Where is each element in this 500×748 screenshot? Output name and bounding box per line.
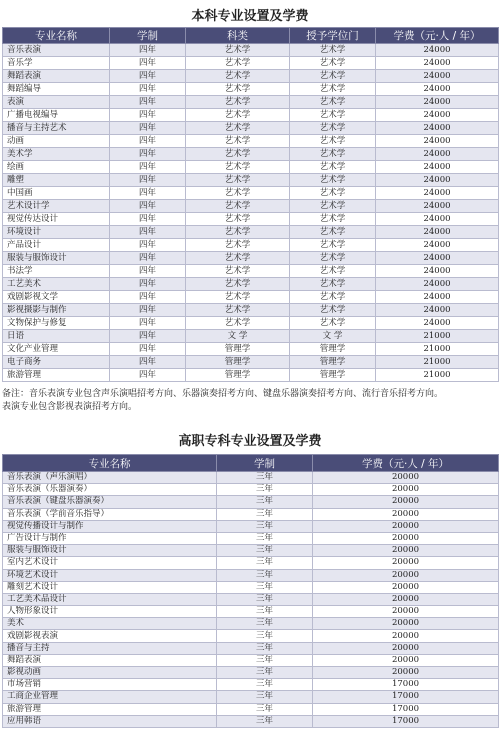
major-cell: 室内艺术设计 xyxy=(3,557,217,569)
tuition-cell: 20000 xyxy=(313,606,499,618)
duration-cell: 四年 xyxy=(110,317,186,330)
table-row xyxy=(3,606,499,618)
major-cell: 影视摄影与制作 xyxy=(3,304,110,317)
table-row xyxy=(3,484,499,496)
tuition-cell: 24000 xyxy=(376,278,499,291)
table-row xyxy=(3,557,499,569)
undergrad-note xyxy=(2,388,498,414)
degree-cell: 艺术学 xyxy=(290,83,376,96)
duration-cell: 四年 xyxy=(110,226,186,239)
table-row xyxy=(3,161,499,174)
table-row xyxy=(3,691,499,703)
note-line-1: 备注：音乐表演专业包含声乐演唱招考方向、乐器演奏招考方向、键盘乐器演奏招考方向、流行音乐招考方向。 xyxy=(2,389,444,399)
major-cell: 音乐表演 xyxy=(3,44,110,57)
col-header-tuition: 学费（元·人 / 年） xyxy=(313,455,499,472)
major-cell: 电子商务 xyxy=(3,356,110,369)
duration-cell: 三年 xyxy=(217,545,313,557)
category-cell: 艺术学 xyxy=(186,252,290,265)
duration-cell: 三年 xyxy=(217,593,313,605)
duration-cell: 三年 xyxy=(217,679,313,691)
table-row xyxy=(3,654,499,666)
duration-cell: 四年 xyxy=(110,122,186,135)
duration-cell: 四年 xyxy=(110,135,186,148)
major-cell: 日语 xyxy=(3,330,110,343)
degree-cell: 艺术学 xyxy=(290,291,376,304)
table-row xyxy=(3,618,499,630)
table-row xyxy=(3,213,499,226)
degree-cell: 艺术学 xyxy=(290,200,376,213)
major-cell: 美术学 xyxy=(3,148,110,161)
major-cell: 环境设计 xyxy=(3,226,110,239)
major-cell: 应用韩语 xyxy=(3,715,217,727)
tuition-cell: 24000 xyxy=(376,187,499,200)
tuition-cell: 24000 xyxy=(376,265,499,278)
category-cell: 艺术学 xyxy=(186,70,290,83)
category-cell: 管理学 xyxy=(186,356,290,369)
tuition-cell: 24000 xyxy=(376,148,499,161)
table-row xyxy=(3,642,499,654)
tuition-cell: 24000 xyxy=(376,317,499,330)
table-row xyxy=(3,291,499,304)
duration-cell: 四年 xyxy=(110,44,186,57)
duration-cell: 四年 xyxy=(110,304,186,317)
duration-cell: 四年 xyxy=(110,70,186,83)
major-cell: 美术 xyxy=(3,618,217,630)
category-cell: 艺术学 xyxy=(186,304,290,317)
tuition-cell: 24000 xyxy=(376,304,499,317)
major-cell: 音乐表演（键盘乐器演奏） xyxy=(3,496,217,508)
vocational-header-row xyxy=(3,455,499,472)
major-cell: 服装与服饰设计 xyxy=(3,252,110,265)
degree-cell: 管理学 xyxy=(290,356,376,369)
duration-cell: 三年 xyxy=(217,654,313,666)
degree-cell: 艺术学 xyxy=(290,96,376,109)
table-row xyxy=(3,472,499,484)
major-cell: 动画 xyxy=(3,135,110,148)
category-cell: 艺术学 xyxy=(186,187,290,200)
major-cell: 文物保护与修复 xyxy=(3,317,110,330)
degree-cell: 管理学 xyxy=(290,343,376,356)
tuition-cell: 17000 xyxy=(313,691,499,703)
note-line-2: 表演专业包含影视表演招考方向。 xyxy=(2,402,138,412)
table-row xyxy=(3,44,499,57)
major-cell: 艺术设计学 xyxy=(3,200,110,213)
duration-cell: 三年 xyxy=(217,496,313,508)
category-cell: 管理学 xyxy=(186,369,290,382)
degree-cell: 管理学 xyxy=(290,369,376,382)
tuition-cell: 20000 xyxy=(313,532,499,544)
table-row xyxy=(3,520,499,532)
major-cell: 广播电视编导 xyxy=(3,109,110,122)
undergrad-header-row xyxy=(3,28,499,44)
table-row xyxy=(3,148,499,161)
duration-cell: 四年 xyxy=(110,278,186,291)
table-row xyxy=(3,679,499,691)
major-cell: 广告设计与制作 xyxy=(3,532,217,544)
major-cell: 视觉传播设计与制作 xyxy=(3,520,217,532)
tuition-cell: 20000 xyxy=(313,618,499,630)
duration-cell: 四年 xyxy=(110,83,186,96)
category-cell: 艺术学 xyxy=(186,57,290,70)
table-row xyxy=(3,569,499,581)
category-cell: 艺术学 xyxy=(186,317,290,330)
major-cell: 产品设计 xyxy=(3,239,110,252)
degree-cell: 艺术学 xyxy=(290,187,376,200)
table-row xyxy=(3,135,499,148)
duration-cell: 三年 xyxy=(217,472,313,484)
col-header-tuition: 学费（元·人 / 年） xyxy=(376,28,499,44)
table-row xyxy=(3,508,499,520)
tuition-cell: 20000 xyxy=(313,545,499,557)
major-cell: 舞蹈表演 xyxy=(3,70,110,83)
tuition-cell: 24000 xyxy=(376,200,499,213)
category-cell: 艺术学 xyxy=(186,96,290,109)
duration-cell: 四年 xyxy=(110,187,186,200)
undergrad-title: 本科专业设置及学费 xyxy=(191,9,309,24)
duration-cell: 四年 xyxy=(110,356,186,369)
major-cell: 人物形象设计 xyxy=(3,606,217,618)
category-cell: 艺术学 xyxy=(186,226,290,239)
degree-cell: 艺术学 xyxy=(290,44,376,57)
duration-cell: 四年 xyxy=(110,161,186,174)
major-cell: 戏剧影视文学 xyxy=(3,291,110,304)
duration-cell: 四年 xyxy=(110,148,186,161)
duration-cell: 四年 xyxy=(110,330,186,343)
tuition-cell: 24000 xyxy=(376,109,499,122)
table-row xyxy=(3,667,499,679)
major-cell: 音乐学 xyxy=(3,57,110,70)
duration-cell: 四年 xyxy=(110,369,186,382)
table-row xyxy=(3,343,499,356)
category-cell: 艺术学 xyxy=(186,239,290,252)
tuition-cell: 20000 xyxy=(313,520,499,532)
duration-cell: 四年 xyxy=(110,252,186,265)
table-row xyxy=(3,369,499,382)
vocational-title: 高职专科专业设置及学费 xyxy=(178,434,322,449)
table-row xyxy=(3,703,499,715)
category-cell: 艺术学 xyxy=(186,278,290,291)
duration-cell: 三年 xyxy=(217,715,313,727)
major-cell: 工艺美术品设计 xyxy=(3,593,217,605)
major-cell: 绘画 xyxy=(3,161,110,174)
category-cell: 艺术学 xyxy=(186,122,290,135)
degree-cell: 艺术学 xyxy=(290,278,376,291)
major-cell: 音乐表演（学前音乐指导） xyxy=(3,508,217,520)
major-cell: 旅游管理 xyxy=(3,703,217,715)
col-header-degree: 授予学位门 xyxy=(290,28,376,44)
tuition-cell: 20000 xyxy=(313,484,499,496)
vocational-table xyxy=(2,454,499,728)
table-row xyxy=(3,330,499,343)
table-row xyxy=(3,200,499,213)
major-cell: 舞蹈表演 xyxy=(3,654,217,666)
tuition-cell: 24000 xyxy=(376,57,499,70)
degree-cell: 艺术学 xyxy=(290,122,376,135)
tuition-cell: 17000 xyxy=(313,679,499,691)
tuition-cell: 20000 xyxy=(313,581,499,593)
category-cell: 艺术学 xyxy=(186,265,290,278)
table-row xyxy=(3,278,499,291)
tuition-cell: 21000 xyxy=(376,356,499,369)
tuition-cell: 17000 xyxy=(313,703,499,715)
table-row xyxy=(3,496,499,508)
category-cell: 艺术学 xyxy=(186,135,290,148)
major-cell: 音乐表演（声乐演唱） xyxy=(3,472,217,484)
table-row xyxy=(3,239,499,252)
duration-cell: 三年 xyxy=(217,520,313,532)
major-cell: 音乐表演（乐器演奏） xyxy=(3,484,217,496)
duration-cell: 四年 xyxy=(110,213,186,226)
duration-cell: 三年 xyxy=(217,691,313,703)
major-cell: 雕刻艺术设计 xyxy=(3,581,217,593)
tuition-cell: 17000 xyxy=(313,715,499,727)
table-row xyxy=(3,630,499,642)
degree-cell: 艺术学 xyxy=(290,226,376,239)
major-cell: 文化产业管理 xyxy=(3,343,110,356)
tuition-cell: 24000 xyxy=(376,213,499,226)
tuition-cell: 20000 xyxy=(313,472,499,484)
major-cell: 市场营销 xyxy=(3,679,217,691)
table-row xyxy=(3,226,499,239)
tuition-cell: 24000 xyxy=(376,96,499,109)
tuition-cell: 20000 xyxy=(313,642,499,654)
table-row xyxy=(3,356,499,369)
duration-cell: 三年 xyxy=(217,532,313,544)
duration-cell: 三年 xyxy=(217,557,313,569)
major-cell: 播音与主持 xyxy=(3,642,217,654)
duration-cell: 三年 xyxy=(217,642,313,654)
tuition-cell: 24000 xyxy=(376,291,499,304)
degree-cell: 艺术学 xyxy=(290,265,376,278)
degree-cell: 文 学 xyxy=(290,330,376,343)
tuition-cell: 24000 xyxy=(376,135,499,148)
col-header-category: 科类 xyxy=(186,28,290,44)
degree-cell: 艺术学 xyxy=(290,70,376,83)
duration-cell: 三年 xyxy=(217,703,313,715)
tuition-cell: 21000 xyxy=(376,343,499,356)
table-row xyxy=(3,83,499,96)
major-cell: 舞蹈编导 xyxy=(3,83,110,96)
duration-cell: 四年 xyxy=(110,200,186,213)
major-cell: 书法学 xyxy=(3,265,110,278)
table-row xyxy=(3,265,499,278)
table-row xyxy=(3,304,499,317)
tuition-cell: 20000 xyxy=(313,557,499,569)
table-row xyxy=(3,252,499,265)
undergrad-table xyxy=(2,27,499,382)
major-cell: 表演 xyxy=(3,96,110,109)
category-cell: 艺术学 xyxy=(186,213,290,226)
category-cell: 艺术学 xyxy=(186,148,290,161)
major-cell: 戏剧影视表演 xyxy=(3,630,217,642)
table-row xyxy=(3,715,499,727)
tuition-cell: 24000 xyxy=(376,83,499,96)
col-header-major: 专业名称 xyxy=(3,455,217,472)
major-cell: 视觉传达设计 xyxy=(3,213,110,226)
table-row xyxy=(3,317,499,330)
degree-cell: 艺术学 xyxy=(290,174,376,187)
col-header-major: 专业名称 xyxy=(3,28,110,44)
table-row xyxy=(3,187,499,200)
tuition-cell: 21000 xyxy=(376,330,499,343)
tuition-cell: 24000 xyxy=(376,44,499,57)
category-cell: 艺术学 xyxy=(186,83,290,96)
duration-cell: 四年 xyxy=(110,265,186,278)
major-cell: 播音与主持艺术 xyxy=(3,122,110,135)
major-cell: 环境艺术设计 xyxy=(3,569,217,581)
duration-cell: 四年 xyxy=(110,96,186,109)
degree-cell: 艺术学 xyxy=(290,109,376,122)
tuition-cell: 21000 xyxy=(376,369,499,382)
duration-cell: 三年 xyxy=(217,667,313,679)
duration-cell: 四年 xyxy=(110,239,186,252)
table-row xyxy=(3,593,499,605)
tuition-cell: 20000 xyxy=(313,496,499,508)
degree-cell: 艺术学 xyxy=(290,161,376,174)
degree-cell: 艺术学 xyxy=(290,57,376,70)
duration-cell: 三年 xyxy=(217,484,313,496)
col-header-duration: 学制 xyxy=(110,28,186,44)
tuition-cell: 24000 xyxy=(376,174,499,187)
tuition-cell: 24000 xyxy=(376,239,499,252)
table-row xyxy=(3,532,499,544)
duration-cell: 四年 xyxy=(110,174,186,187)
degree-cell: 艺术学 xyxy=(290,304,376,317)
tuition-cell: 24000 xyxy=(376,70,499,83)
duration-cell: 三年 xyxy=(217,630,313,642)
major-cell: 工商企业管理 xyxy=(3,691,217,703)
duration-cell: 三年 xyxy=(217,569,313,581)
tuition-cell: 24000 xyxy=(376,161,499,174)
duration-cell: 四年 xyxy=(110,109,186,122)
tuition-cell: 24000 xyxy=(376,122,499,135)
major-cell: 中国画 xyxy=(3,187,110,200)
tuition-cell: 24000 xyxy=(376,226,499,239)
table-row xyxy=(3,96,499,109)
table-row xyxy=(3,545,499,557)
tuition-cell: 20000 xyxy=(313,508,499,520)
tuition-cell: 20000 xyxy=(313,667,499,679)
col-header-duration: 学制 xyxy=(217,455,313,472)
degree-cell: 艺术学 xyxy=(290,135,376,148)
table-row xyxy=(3,57,499,70)
duration-cell: 三年 xyxy=(217,606,313,618)
major-cell: 旅游管理 xyxy=(3,369,110,382)
category-cell: 艺术学 xyxy=(186,291,290,304)
major-cell: 工艺美术 xyxy=(3,278,110,291)
tuition-cell: 20000 xyxy=(313,630,499,642)
table-row xyxy=(3,581,499,593)
table-row xyxy=(3,70,499,83)
category-cell: 艺术学 xyxy=(186,44,290,57)
category-cell: 艺术学 xyxy=(186,109,290,122)
duration-cell: 四年 xyxy=(110,343,186,356)
duration-cell: 四年 xyxy=(110,57,186,70)
degree-cell: 艺术学 xyxy=(290,317,376,330)
major-cell: 服装与服饰设计 xyxy=(3,545,217,557)
duration-cell: 三年 xyxy=(217,508,313,520)
category-cell: 艺术学 xyxy=(186,174,290,187)
table-row xyxy=(3,174,499,187)
tuition-cell: 24000 xyxy=(376,252,499,265)
tuition-cell: 20000 xyxy=(313,593,499,605)
table-row xyxy=(3,122,499,135)
degree-cell: 艺术学 xyxy=(290,239,376,252)
tuition-cell: 20000 xyxy=(313,654,499,666)
category-cell: 艺术学 xyxy=(186,200,290,213)
major-cell: 影视动画 xyxy=(3,667,217,679)
duration-cell: 三年 xyxy=(217,618,313,630)
degree-cell: 艺术学 xyxy=(290,252,376,265)
major-cell: 雕塑 xyxy=(3,174,110,187)
tuition-cell: 20000 xyxy=(313,569,499,581)
duration-cell: 三年 xyxy=(217,581,313,593)
degree-cell: 艺术学 xyxy=(290,148,376,161)
degree-cell: 艺术学 xyxy=(290,213,376,226)
table-row xyxy=(3,109,499,122)
duration-cell: 四年 xyxy=(110,291,186,304)
category-cell: 文 学 xyxy=(186,330,290,343)
category-cell: 管理学 xyxy=(186,343,290,356)
category-cell: 艺术学 xyxy=(186,161,290,174)
